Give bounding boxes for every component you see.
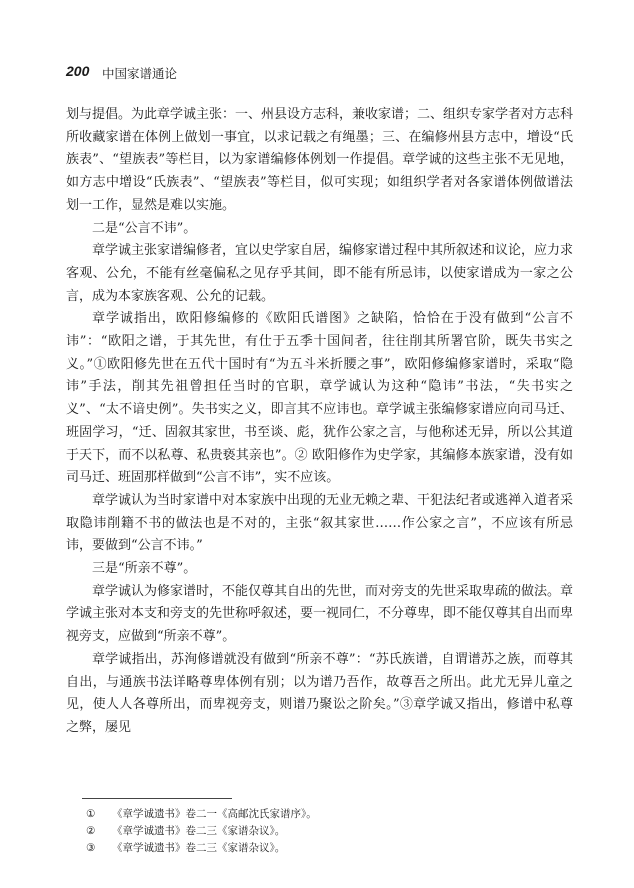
paragraph: 章学诚指出，欧阳修编修的《欧阳氏谱图》之缺陷，恰恰在于没有做到“公言不讳”：“欧阳之谱，于其先世，有仕于五季十国间者，往往削其所署官阶，既失书实之义。”①欧阳修先世在五代十国时有“为五斗米折腰之事”，欧阳修编修家谱时，采取“隐讳”手法，削其先祖曾担任当时的官职，章学诚认为这种“隐讳”书法，“失书实之义”、“太不谙史例”。失书实之义，即言其不应讳也。章学诚主张编修家谱应向司马迁、班固学习，“迁、固叙其家世，书至谈、彪，犹作公家之言，与他称述无异，所以公其道于天下，而不以私尊、私贵亵其亲也”。② 欧阳修作为史学家，其编修本族家谱，没有如司马迁、班固那样做到“公言不讳”，实不应该。 xyxy=(66,311,573,486)
book-title: 中国家谱通论 xyxy=(102,66,178,81)
footnote xyxy=(86,840,556,857)
paragraph: 章学诚认为当时家谱中对本家族中出现的无业无赖之辈、干犯法纪者或逃禅入道者采取隐讳削籍不书的做法也是不对的，主张“叙其家世……作公家之言”，不应该有所忌讳，要做到“公言不讳。” xyxy=(66,492,574,554)
footnote-divider xyxy=(82,798,232,799)
footnote xyxy=(86,806,556,823)
footnote-text: 《章学诚遗书》卷二一《高邮沈氏家谱序》。 xyxy=(112,808,317,820)
running-header xyxy=(66,63,586,87)
paragraph: 划与提倡。为此章学诚主张：一、州县设方志科，兼收家谱；二、组织专家学者对方志科所收藏家谱在体例上做划一事宜，以求记载之有绳墨；三、在编修州县方志中，增设“氏族表”、“望族表”等栏目，以为家谱编修体例划一作提倡。章学诚的这些主张不无见地，如方志中增设“氏族表”、“望族表”等栏目，似可实现；如组织学者对各家谱体例做谱法划一工作，显然是难以实施。 xyxy=(66,107,574,213)
footnote-text: 《章学诚遗书》卷二三《家谱杂议》。 xyxy=(112,825,286,837)
paragraph: 二是“公言不讳”。 xyxy=(92,220,197,236)
page-number: 200 xyxy=(66,63,90,79)
paragraph: 章学诚认为修家谱时，不能仅尊其自出的先世，而对旁支的先世采取卑疏的做法。章学诚主张对本支和旁支的先世称呼叙述，要一视同仁，不分尊卑，即不能仅尊其自出而卑视旁支，应做到“所亲不尊”。 xyxy=(66,583,574,645)
paragraph: 章学诚主张家谱编修者，宜以史学家自居，编修家谱过程中其所叙述和议论，应力求客观、公允，不能有丝毫偏私之见存乎其间，即不能有所忌讳，以使家谱成为一家之公言，成为本家族客观、公允的记载。 xyxy=(66,243,574,304)
paragraph: 章学诚指出，苏洵修谱就没有做到“所亲不尊”：“苏氏族谱，自谓谱苏之族，而尊其自出，与通族书法详略尊卑体例有别；以为谱乃吾作，故尊吾之所出。此尤无异儿童之见，使人人各尊所出，而卑视旁支，则谱乃聚讼之阶矣。”③章学诚又指出，修谱中私尊之弊，屡见 xyxy=(66,651,573,735)
paragraph: 三是“所亲不尊”。 xyxy=(92,561,197,577)
body-text xyxy=(66,104,573,740)
footnote xyxy=(86,823,556,840)
footnote-mark: ① xyxy=(86,808,96,820)
footnote-mark: ③ xyxy=(86,842,96,854)
footnotes xyxy=(86,806,556,857)
footnote-text: 《章学诚遗书》卷二三《家谱杂议》。 xyxy=(112,842,286,854)
footnote-mark: ② xyxy=(86,825,96,837)
